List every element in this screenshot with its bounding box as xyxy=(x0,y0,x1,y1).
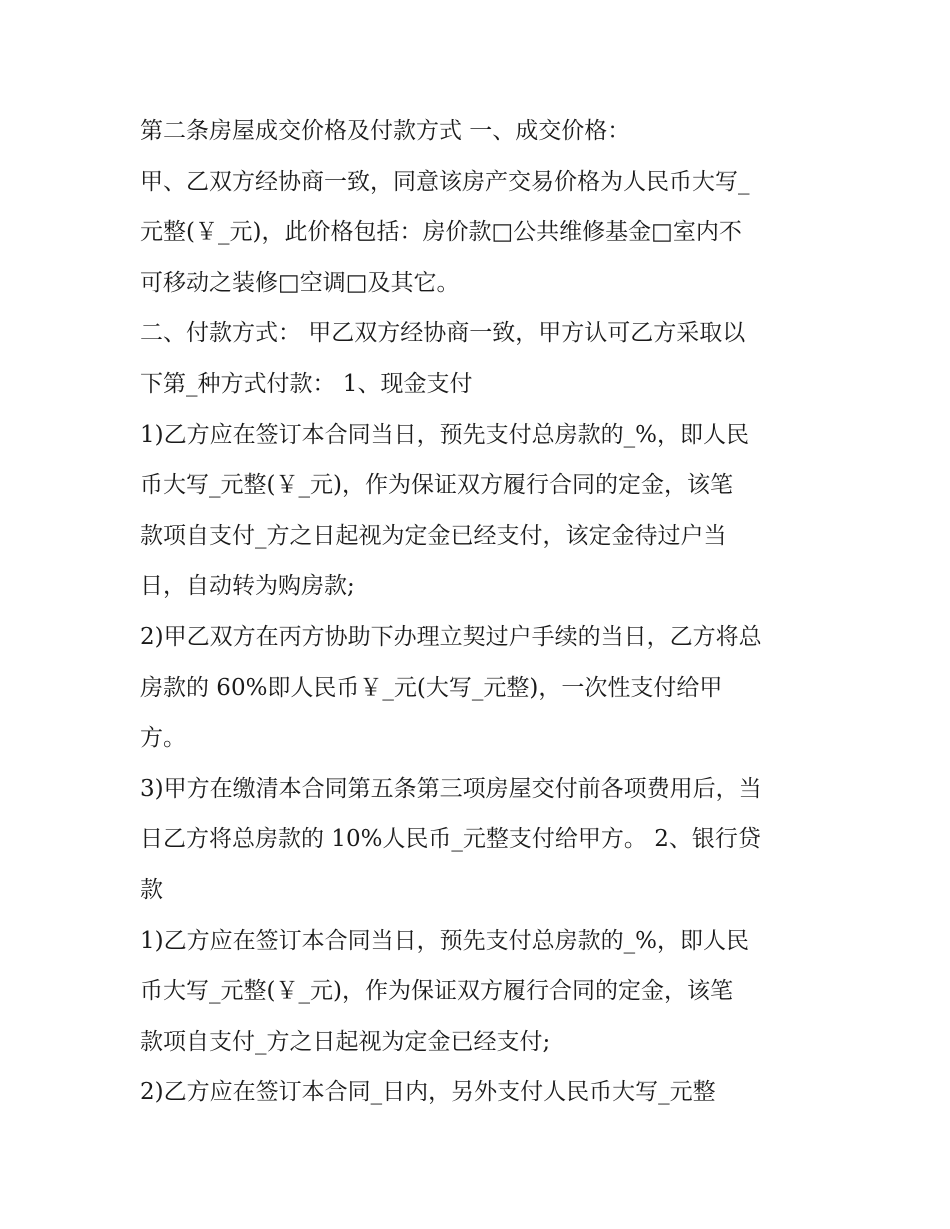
text-line-clause-title: 第二条房屋成交价格及付款方式 一、成交价格： xyxy=(140,118,631,144)
text-line: 款项自支付_方之日起视为定金已经支付，该定金待过户当 xyxy=(140,522,727,549)
text-line: 款 xyxy=(140,876,163,903)
text-line: 2)乙方应在签订本合同_日内，另外支付人民币大写_元整 xyxy=(140,1079,716,1106)
text-line: 房款的 60%即人民币￥_元(大写_元整)，一次性支付给甲 xyxy=(140,674,723,701)
text-line: 2)甲乙双方在丙方协助下办理立契过户手续的当日，乙方将总 xyxy=(140,623,762,650)
text-line: 3)甲方在缴清本合同第五条第三项房屋交付前各项费用后，当 xyxy=(140,775,762,802)
text-line: 1)乙方应在签订本合同当日，预先支付总房款的_%，即人民 xyxy=(140,421,749,448)
text-line: 币大写_元整(￥_元)，作为保证双方履行合同的定金，该笔 xyxy=(140,978,733,1005)
text-line: 日乙方将总房款的 10%人民币_元整支付给甲方。 2、银行贷 xyxy=(140,826,761,853)
text-line: 款项自支付_方之日起视为定金已经支付; xyxy=(140,1028,551,1055)
text-line: 元整(￥_元)，此价格包括：房价款□公共维修基金□室内不 xyxy=(140,219,742,246)
text-line: 1)乙方应在签订本合同当日，预先支付总房款的_%，即人民 xyxy=(140,927,749,954)
text-line: 甲、乙双方经协商一致，同意该房产交易价格为人民币大写_ xyxy=(140,168,750,195)
text-line: 可移动之装修□空调□及其它。 xyxy=(140,269,460,296)
text-line-payment-method: 二、付款方式： 甲乙双方经协商一致，甲方认可乙方采取以 xyxy=(140,320,746,347)
document-body xyxy=(140,106,830,1118)
text-line: 方。 xyxy=(140,725,186,752)
text-line: 币大写_元整(￥_元)，作为保证双方履行合同的定金，该笔 xyxy=(140,472,733,499)
text-line: 日，自动转为购房款; xyxy=(140,573,355,600)
text-line: 下第_种方式付款： 1、现金支付 xyxy=(140,370,473,397)
